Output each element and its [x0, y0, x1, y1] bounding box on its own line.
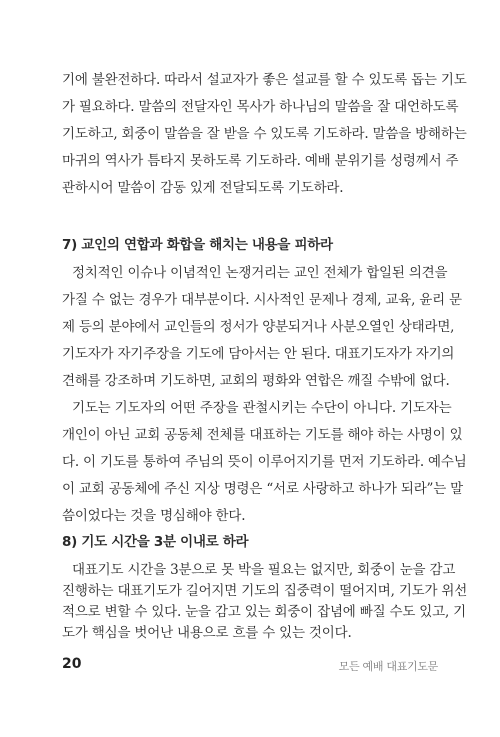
body-text-line: 가질 수 없는 경우가 대부분이다. 시사적인 문제나 경제, 교육, 윤리 문 [62, 292, 462, 308]
body-text-line: 적으로 변할 수 있다. 눈을 감고 있는 회중이 잡념에 빠질 수도 있고, 기 [62, 604, 466, 620]
running-title: 모든 예배 대표기도문 [338, 660, 438, 673]
body-text-line: 이 교회 공동체에 주신 지상 명령은 “서로 사랑하고 하나가 되라”는 말 [62, 481, 464, 497]
body-text-line: 씀이었다는 것을 명심해야 한다. [62, 508, 246, 524]
body-text-line: 대표기도 시간을 3분으로 못 박을 필요는 없지만, 회중이 눈을 감고 [72, 562, 456, 578]
body-text-line: 제 등의 분야에서 교인들의 정서가 양분되거나 사분오열인 상태라면, [62, 319, 455, 335]
body-text-line: 도가 핵심을 벗어난 내용으로 흐를 수 있는 것이다. [62, 625, 352, 641]
body-text-line: 기도는 기도자의 어떤 주장을 관철시키는 수단이 아니다. 기도자는 [72, 400, 452, 416]
body-text-line: 가 필요하다. 말씀의 전달자인 목사가 하나님의 말씀을 잘 대언하도록 [62, 99, 459, 115]
body-text-line: 진행하는 대표기도가 길어지면 기도의 집중력이 떨어지며, 기도가 위선 [62, 583, 468, 599]
section-heading: 8) 기도 시간을 3분 이내로 하라 [62, 534, 249, 550]
body-text-line: 정치적인 이슈나 이념적인 논쟁거리는 교인 전체가 합일된 의견을 [72, 265, 448, 281]
body-text-line: 견해를 강조하며 기도하면, 교회의 평화와 연합은 깨질 수밖에 없다. [62, 373, 450, 389]
body-text-line: 관하시어 말씀이 감동 있게 전달되도록 기도하라. [62, 180, 344, 196]
body-text-line: 기에 불완전하다. 따라서 설교자가 좋은 설교를 할 수 있도록 돕는 기도 [62, 72, 467, 88]
section-heading: 7) 교인의 연합과 화합을 해치는 내용을 피하라 [62, 237, 333, 253]
body-text-line: 기도하고, 회중이 말씀을 잘 받을 수 있도록 기도하라. 말씀을 방해하는 [62, 126, 467, 142]
body-text-line: 기도자가 자기주장을 기도에 담아서는 안 된다. 대표기도자가 자기의 [62, 346, 455, 362]
page-number: 20 [62, 656, 82, 672]
body-text-line: 다. 이 기도를 통하여 주님의 뜻이 이루어지기를 먼저 기도하라. 예수님 [62, 454, 467, 470]
body-text-line: 개인이 아닌 교회 공동체 전체를 대표하는 기도를 해야 하는 사명이 있 [62, 427, 463, 443]
body-text-line: 마귀의 역사가 틈타지 못하도록 기도하라. 예배 분위기를 성령께서 주 [62, 153, 459, 169]
